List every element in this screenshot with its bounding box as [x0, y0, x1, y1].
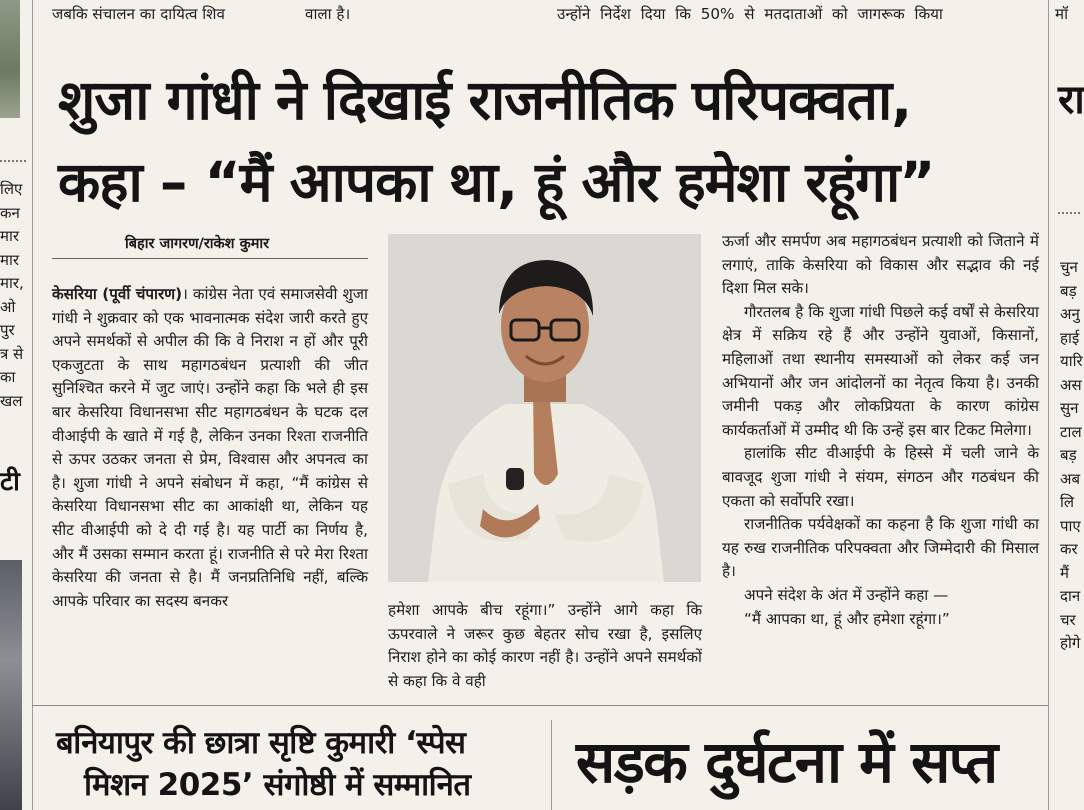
right-strip-heading: रा: [1058, 77, 1084, 123]
left-strip-column: [0, 178, 28, 413]
right-strip-line: मैं: [1060, 563, 1069, 582]
top-fragment-far-right: मॉ: [1055, 5, 1069, 23]
top-fragment-mid: वाला है।: [305, 5, 351, 23]
right-strip-line: कर: [1060, 540, 1078, 558]
top-strip: [0, 0, 1080, 30]
portrait-photo: [388, 234, 701, 582]
right-strip-line: टाल: [1060, 422, 1082, 441]
story-column-3-para-4: राजनीतिक पर्यवेक्षकों का कहना है कि शुजा गांधी का यह रुख राजनीतिक परिपक्वता और जिम्मेदारी की मिसाल है।: [722, 515, 1039, 581]
left-strip-fragment-heading: टी: [0, 467, 19, 497]
right-strip-line: चर: [1060, 610, 1076, 629]
right-strip-divider: [1058, 212, 1080, 214]
bottom-column-rule: [551, 720, 552, 810]
top-fragment-right: उन्होंने निर्देश दिया कि 50% से मतदाताओं को जागरूक किया: [557, 5, 943, 23]
story-3-headline: सड़क दुर्घटना में सप्त: [576, 728, 997, 796]
left-strip-line: त्र से: [0, 344, 24, 363]
right-strip-line: यारि: [1060, 352, 1083, 370]
story-2-headline-line2: मिशन 2025’ संगोष्ठी में सम्मानित: [84, 767, 471, 803]
byline: बिहार जागरण/राकेश कुमार: [125, 236, 270, 252]
story-2-headline-line1: बनियापुर की छात्रा सृष्टि कुमारी ‘स्पेस: [56, 725, 466, 761]
right-strip-line: दान: [1060, 587, 1081, 605]
right-strip-column: [1060, 256, 1083, 656]
story-column-1-text: । कांग्रेस नेता एवं समाजसेवी शुजा गांधी ने शुक्रवार को एक भावनात्मक संदेश जारी करते हुए अपने समर्थकों से अपील की कि वे निराश न हों और पूरी एकजुटता के साथ महागठबंधन प्रत्याशी की जीत सुनिश्चित करने में जुट जाएं। उन्होंने कहा कि भले ही इस बार केसरिया विधानसभा सीट महागठबंधन के घटक दल वीआईपी के खाते में गई है, लेकिन उनका रिश्ता राजनीति से ऊपर उठकर जनता से प्रेम, विश्वास और अपनत्व का है। शुजा गांधी ने अपने संबोधन में कहा, “मैं कांग्रेस से केसरिया विधानसभा सीट का आकांक्षी था, लेकिन यह सीट वीआईपी को दे दी गई है। यह पार्टी का निर्णय है, और मैं उसका सम्मान करता हूं। राजनीति से परे मेरा रिश्ता केसरिया की जनता से है। मैं जनप्रतिनिधि नहीं, बल्कि आपके परिवार का सदस्य बनकर: [52, 285, 368, 610]
left-strip-line: मार,: [0, 274, 24, 292]
right-strip-line: होगे: [1060, 634, 1081, 652]
column-rule-right: [1048, 0, 1049, 810]
left-strip-divider: [0, 160, 26, 162]
main-headline-line1: शुजा गांधी ने दिखाई राजनीतिक परिपक्वता,: [58, 68, 912, 132]
right-strip-line: चुन: [1060, 258, 1078, 276]
left-strip-line: पुर: [0, 321, 15, 339]
story-column-3-para-6: “मैं आपका था, हूं और हमेशा रहूंगा।”: [744, 609, 950, 628]
story-column-3-para-1: ऊर्जा और समर्पण अब महागठबंधन प्रत्याशी को जिताने में लगाएं, ताकि केसरिया को विकास और सद्भाव की नई दिशा मिल सके।: [722, 232, 1039, 298]
portrait-illustration: [388, 234, 701, 582]
story-column-2: हमेशा आपके बीच रहूंगा।” उन्होंने आगे कहा कि ऊपरवाले ने जरूर कुछ बेहतर सोच रखा है, इसलिए निराश होने का कोई कारण नहीं है। उन्होंने अपने समर्थकों से कहा कि वे वही: [388, 601, 702, 690]
right-strip-line: अब: [1060, 469, 1081, 488]
left-strip-line: का: [0, 368, 16, 386]
left-strip-line: कन: [0, 203, 20, 222]
left-edge-photo: [0, 0, 20, 118]
story-column-3-para-2: गौरतलब है कि शुजा गांधी पिछले कई वर्षों से केसरिया क्षेत्र में सक्रिय रहे हैं और उन्होंने युवाओं, किसानों, महिलाओं तथा स्थानीय समस्याओं को लेकर कई जन अभियानों और जन आंदोलनों का नेतृत्व किया है। उनकी जमीनी पकड़ और लोकप्रियता के कारण कांग्रेस कार्यकर्ताओं में उम्मीद थी कि उन्हें इस बार टिकट मिलेगा।: [722, 302, 1039, 439]
left-strip-line: मार: [0, 250, 19, 269]
right-strip-line: अनु: [1060, 305, 1080, 323]
story-column-1: [52, 283, 368, 699]
story-column-3-para-3: हालांकि सीट वीआईपी के हिस्से में चली जाने के बावजूद शुजा गांधी ने संयम, संगठन और गठबंधन की एकता को सर्वोपरि रखा।: [722, 444, 1039, 510]
main-headline-line2: कहा – “मैं आपका था, हूं और हमेशा रहूंगा”: [58, 150, 935, 214]
left-strip-line: ओ: [0, 297, 16, 316]
right-strip-line: लि: [1060, 493, 1075, 511]
right-strip-line: पाए: [1060, 516, 1081, 535]
right-strip-line: सुन: [1060, 399, 1079, 417]
right-strip-line: बड़: [1060, 281, 1077, 300]
dateline: केसरिया (पूर्वी चंपारण): [52, 285, 183, 303]
story-column-3: [722, 230, 1039, 700]
right-strip-line: हाई: [1060, 328, 1080, 347]
left-strip-line: मार: [0, 227, 19, 245]
left-strip-line: लिए: [0, 180, 23, 198]
right-strip-line: अस: [1060, 375, 1082, 394]
story-column-3-para-5: अपने संदेश के अंत में उन्होंने कहा —: [744, 585, 949, 604]
top-fragment-left: जबकि संचालन का दायित्व शिव: [52, 5, 225, 23]
column-rule-left: [32, 0, 33, 810]
bottom-rule: [32, 705, 1048, 706]
right-strip-line: बड़: [1060, 446, 1077, 464]
left-edge-photo-bottom: [0, 560, 22, 810]
byline-rule: [52, 258, 368, 259]
left-strip-line: खल: [0, 391, 23, 410]
